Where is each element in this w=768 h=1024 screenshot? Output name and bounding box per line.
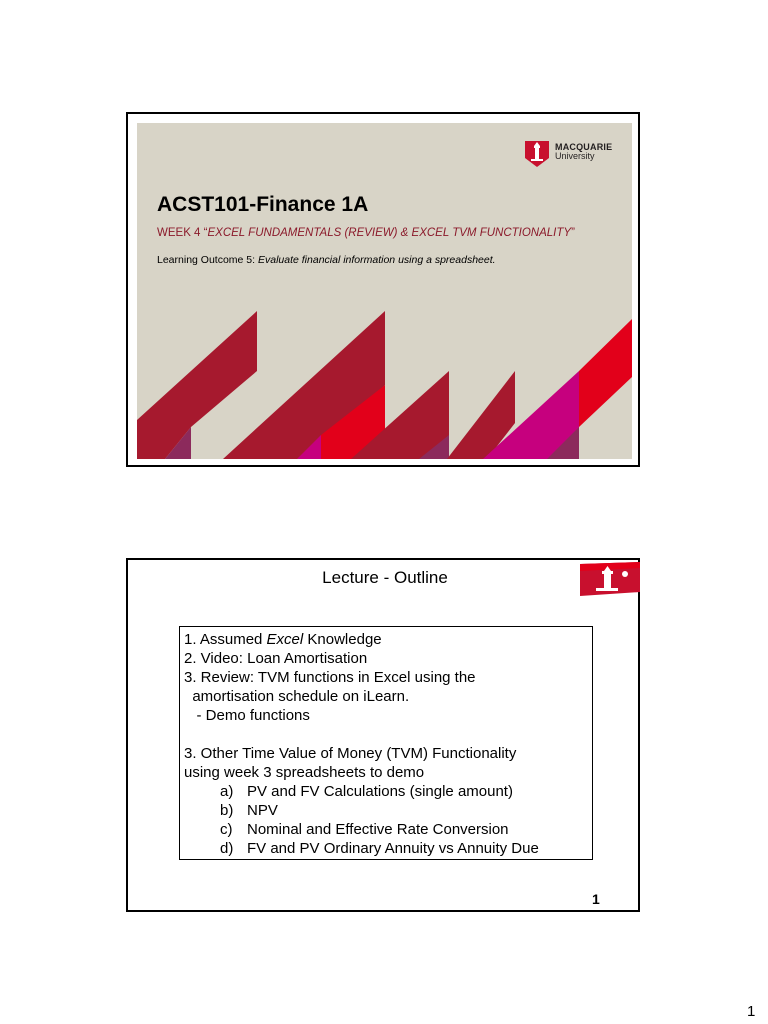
outline-item-continued: using week 3 spreadsheets to demo [184,764,425,781]
outline-item [184,630,588,649]
subitem-marker: a) [220,783,234,800]
outline-item: 3. Review: TVM functions in Excel using the [184,669,476,686]
subitem-text: PV and FV Calculations (single amount) [247,783,513,800]
slide-title: Lecture - Outline [322,568,448,587]
outline-subitem: - Demo functions [184,707,310,724]
outline-item: 3. Other Time Value of Money (TVM) Functionality [184,745,517,762]
subitem-text: Nominal and Effective Rate Conversion [247,821,509,838]
title-slide [126,112,640,467]
learning-outcome [157,254,496,266]
subitem-text: FV and PV Ordinary Annuity vs Annuity Due [247,840,539,857]
outcome-label: Learning Outcome 5: [157,254,258,266]
outline-item-emphasis: Excel [266,631,304,648]
week-prefix: WEEK 4 “ [157,227,208,239]
week-heading [157,227,575,239]
page-number: 1 [747,1003,756,1020]
outline-slide [126,558,640,912]
macquarie-lighthouse-crest-icon [525,141,549,167]
outline-subitem [184,820,588,839]
outline-subitem [184,801,588,820]
outline-subitem [184,839,588,858]
outcome-text: Evaluate financial information using a spreadsheet. [257,254,496,266]
macquarie-logo [525,137,625,171]
outline-item: 2. Video: Loan Amortisation [184,650,368,667]
macquarie-lighthouse-crest-icon [580,562,640,596]
course-title: ACST101-Finance 1A [157,193,369,216]
week-suffix: ” [571,227,575,239]
outline-item-text: Knowledge [303,631,382,648]
subitem-text: NPV [247,802,278,819]
subitem-marker: d) [220,840,234,857]
subitem-marker: b) [220,802,234,819]
logo-name: MACQUARIE [555,142,613,152]
outline-item-text: 1. Assumed [184,631,267,648]
outline-item-continued: amortisation schedule on iLearn. [184,688,410,705]
week-topic: EXCEL FUNDAMENTALS (REVIEW) & EXCEL TVM FUNCTIONALITY [207,227,572,239]
outline-spacer [184,725,588,744]
slide-number: 1 [592,891,600,907]
logo-subname: University [555,151,595,161]
outline-subitem [184,782,588,801]
outline-list [179,626,593,860]
subitem-marker: c) [220,821,233,838]
decorative-stripes [137,123,632,459]
title-slide-background [137,123,632,459]
